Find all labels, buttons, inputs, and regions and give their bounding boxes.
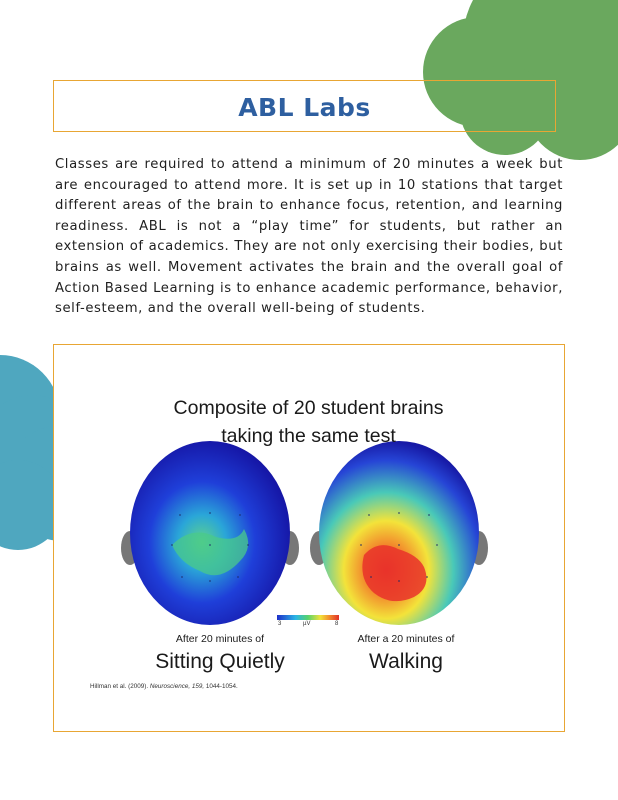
citation-journal: Neuroscience, 159, — [149, 683, 205, 690]
sitting-brain-map — [121, 441, 299, 625]
walking-brain-map — [310, 441, 488, 625]
sitting-caption-small: After 20 minutes of — [175, 633, 265, 645]
scale-max-label: 8 — [335, 621, 339, 627]
page-title: ABL Labs — [238, 92, 371, 122]
walking-caption-small: After a 20 minutes of — [357, 633, 455, 645]
walking-caption-big: Walking — [369, 650, 443, 673]
citation-authors: Hillman et al. (2009). — [90, 683, 150, 690]
figure-title-line-2: taking the same test — [221, 425, 396, 447]
scale-unit-label: µV — [303, 621, 311, 627]
figure-title-line-1: Composite of 20 student brains — [173, 397, 444, 419]
brain-figure — [53, 344, 565, 732]
citation-pages: 1044-1054. — [204, 683, 238, 690]
body-paragraph: Classes are required to attend a minimum of 20 minutes a week but are encouraged to attend more. It is set up in 10 stations that target different areas of the brain to enhance focus, retention, and learning readiness. ABL is not a “play time” for students, but rather an extension of academics. They are not only exercising their bodies, but brains as well. Movement activates the brain and the overall goal of Action Based Learning is to enhance academic performance, behavior, self-esteem, and the overall well-being of students. — [55, 157, 563, 317]
title-box — [53, 80, 556, 132]
sitting-caption-big: Sitting Quietly — [155, 650, 285, 673]
color-scale-bar — [277, 615, 339, 620]
scale-min-label: 3 — [278, 621, 282, 627]
figure-citation — [90, 683, 238, 690]
